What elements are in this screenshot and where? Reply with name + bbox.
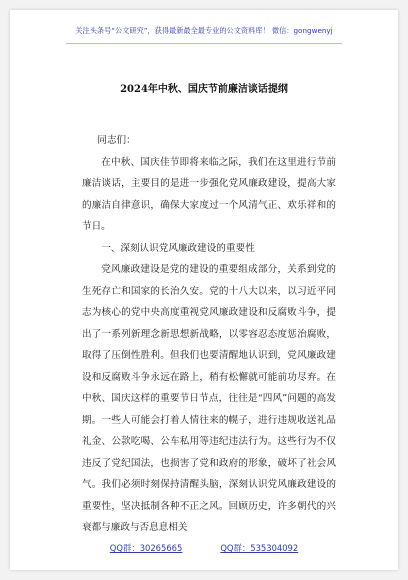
document-page (10, 10, 398, 570)
qq-group-2-link[interactable]: QQ群：535304092 (220, 543, 299, 553)
paragraph-body: 党风廉政建设是党的建设的重要组成部分，关系到党的生死存亡和国家的长治久安。党的十八大以来，以习近平同志为核心的党中央高度重视党风廉政建设和反腐败斗争，提出了一系列新理念新思想新战略，以零容忍态度惩治腐败，取得了压倒性胜利。但我们也要清醒地认识到，党风廉政建设和反腐败斗争永远在路上，稍有松懈就可能前功尽弃。在中秋、国庆这样的重要节日节点，往往是“四风”问题的高发期。一些人可能会打着人情往来的幌子，进行违规收送礼品礼金、公款吃喝、公车私用等违纪违法行为。这些行为不仅违反了党纪国法，也损害了党和政府的形象，破坏了社会风气。我们必须时刻保持清醒头脑，深刻认识党风廉政建设的重要性，坚决抵制各种不正之风。回顾历史，许多朝代的兴衰都与廉政与否息息相关 (82, 264, 336, 533)
section-heading: 一、深刻认识党风廉政建设的重要性 (101, 242, 255, 254)
footer-contacts (10, 542, 398, 554)
qq-group-1-link[interactable]: QQ群：30265665 (109, 543, 183, 553)
document-title: 2024年中秋、国庆节前廉洁谈话提纲 (120, 84, 288, 95)
header-divider (66, 43, 342, 44)
salutation: 同志们： (97, 135, 136, 146)
document-body (82, 130, 336, 539)
paragraph-intro: 在中秋、国庆佳节即将来临之际，我们在这里进行节前廉洁谈话，主要目的是进一步强化党风廉政建设，提高大家的廉洁自律意识，确保大家度过一个风清气正、欢乐祥和的节日。 (82, 156, 336, 232)
header-banner[interactable]: 关注头条号“公文研究”，获得最新最全最专业的公文资料库！ 微信：gongwenyj (75, 26, 333, 35)
